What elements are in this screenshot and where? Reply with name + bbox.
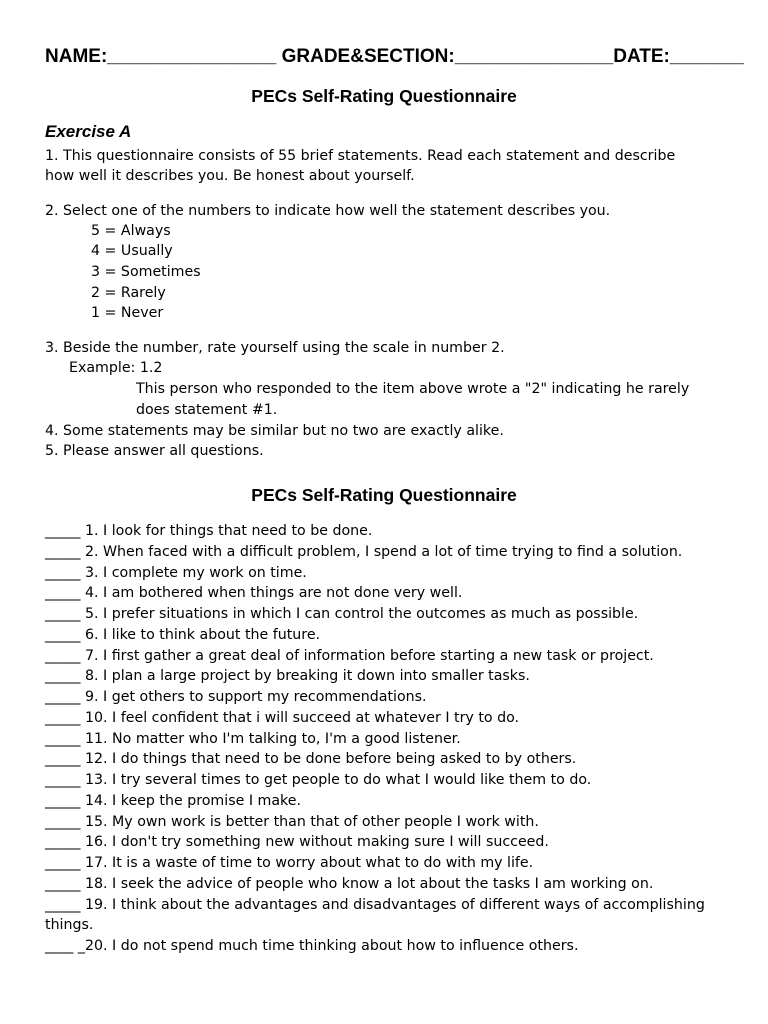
question-item: _____ 19. I think about the advantages and disadvantages of different ways of accomplishing things.: [45, 896, 705, 934]
example-note-line-2: does statement #1.: [136, 402, 278, 418]
question-list: [45, 521, 735, 957]
question-item: _____ 2. When faced with a difficult problem, I spend a lot of time trying to find a solution.: [45, 543, 683, 560]
instruction-5: 5. Please answer all questions.: [45, 443, 264, 459]
instruction-1-line-2: how well it describes you. Be honest about yourself.: [45, 168, 415, 184]
question-item: _____ 10. I feel confident that i will succeed at whatever I try to do.: [45, 709, 520, 726]
question-item: _____ 12. I do things that need to be done before being asked to by others.: [45, 751, 577, 768]
question-item: _____ 8. I plan a large project by breaking it down into smaller tasks.: [45, 668, 530, 685]
question-item: _____ 7. I first gather a great deal of information before starting a new task or project.: [45, 647, 654, 664]
instruction-4: 4. Some statements may be similar but no two are exactly alike.: [45, 423, 504, 439]
instruction-2: 2. Select one of the numbers to indicate how well the statement describes you.: [45, 203, 611, 219]
page-title: PECs Self-Rating Questionnaire: [251, 86, 517, 106]
question-item: ____ _20. I do not spend much time thinking about how to influence others.: [45, 938, 579, 954]
question-item: _____ 6. I like to think about the future.: [45, 626, 321, 643]
question-item: _____ 13. I try several times to get people to do what I would like them to do.: [45, 772, 592, 788]
example-label: Example: 1.2: [69, 360, 163, 376]
scale-item: 1 = Never: [91, 305, 164, 321]
question-item: _____ 5. I prefer situations in which I can control the outcomes as much as possible.: [45, 606, 639, 622]
question-item: _____ 16. I don't try something new without making sure I will succeed.: [45, 834, 549, 851]
exercise-heading: Exercise A: [45, 122, 132, 141]
student-info-fields: NAME:________________ GRADE&SECTION:_______________DATE:_______: [45, 46, 744, 67]
question-item: _____ 17. It is a waste of time to worry about what to do with my life.: [45, 855, 534, 871]
scale-item: 3 = Sometimes: [91, 264, 201, 280]
question-item: _____ 18. I seek the advice of people who know a lot about the tasks I am working on.: [45, 875, 654, 892]
question-item: _____ 14. I keep the promise I make.: [45, 792, 301, 809]
example-note-line-1: This person who responded to the item above wrote a "2" indicating he rarely: [136, 381, 690, 397]
question-item: _____ 1. I look for things that need to be done.: [45, 523, 373, 539]
scale-item: 4 = Usually: [91, 243, 173, 259]
question-item: _____ 4. I am bothered when things are not done very well.: [45, 585, 463, 602]
questionnaire-title: PECs Self-Rating Questionnaire: [251, 485, 517, 505]
instruction-3: 3. Beside the number, rate yourself using the scale in number 2.: [45, 340, 505, 356]
scale-item: 5 = Always: [91, 223, 171, 239]
question-item: _____ 15. My own work is better than that of other people I work with.: [45, 813, 539, 830]
question-item: _____ 11. No matter who I'm talking to, I'm a good listener.: [45, 730, 461, 747]
question-item: _____ 3. I complete my work on time.: [45, 564, 307, 581]
scale-item: 2 = Rarely: [91, 285, 166, 301]
question-item: _____ 9. I get others to support my recommendations.: [45, 689, 427, 705]
instruction-1-line-1: 1. This questionnaire consists of 55 brief statements. Read each statement and describe: [45, 148, 676, 164]
